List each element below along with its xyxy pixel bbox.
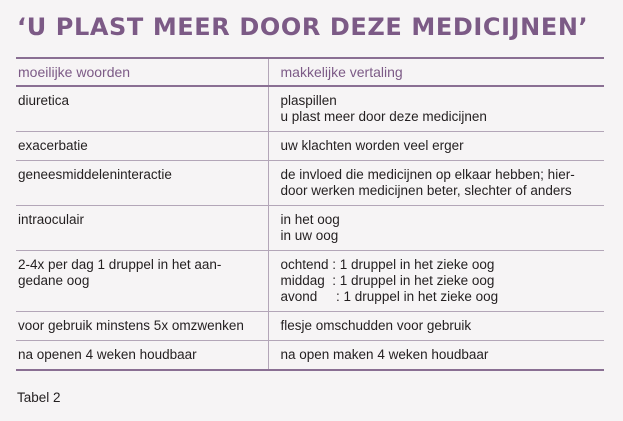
translation-line: in het oog [280,212,340,227]
term-line: na openen 4 weken houdbaar [18,347,197,362]
translation-line: na open maken 4 weken houdbaar [280,347,489,362]
translation-line: door werken medicijnen beter, slechter of anders [280,183,572,198]
term-cell [16,161,268,206]
term-cell [16,251,268,312]
term-cell [16,312,268,341]
term-cell [16,341,268,371]
translation-line: middag : 1 druppel in het zieke oog [280,273,495,288]
translation-cell [268,86,604,132]
table-caption: Tabel 2 [17,390,61,405]
table-row [16,161,604,206]
table-row [16,251,604,312]
table-row [16,341,604,371]
table-row [16,132,604,161]
term-cell [16,206,268,251]
translation-line: ochtend : 1 druppel in het zieke oog [280,257,495,272]
translation-line: de invloed die medicijnen op elkaar hebben; hier- [280,167,575,182]
translation-cell [268,132,604,161]
translation-cell [268,161,604,206]
translation-line: uw klachten worden veel erger [280,138,464,153]
term-line: intraoculair [18,212,85,227]
term-line: geneesmiddeleninteractie [18,167,172,182]
translation-line: flesje omschudden voor gebruik [280,318,472,333]
table-header-row [16,58,604,86]
table-row [16,206,604,251]
term-cell [16,86,268,132]
translation-line: avond : 1 druppel in het zieke oog [280,289,499,304]
term-line: 2-4x per dag 1 druppel in het aan- [18,257,222,272]
column-header-difficult-words: moeilijke woorden [18,64,131,80]
vocabulary-table-container [16,57,604,371]
translation-cell [268,206,604,251]
translation-line: in uw oog [280,228,339,243]
translation-line: plaspillen [280,93,337,108]
translation-cell [268,312,604,341]
term-line: exacerbatie [18,138,88,153]
vocabulary-table [16,57,604,371]
table-row [16,312,604,341]
page-title: ‘U PLAST MEER DOOR DEZE MEDICIJNEN’ [17,13,589,41]
column-header-easy-translation: makkelijke vertaling [268,58,604,86]
table-row [16,86,604,132]
term-line: diuretica [18,93,70,108]
term-cell [16,132,268,161]
term-line: voor gebruik minstens 5x omzwenken [18,318,244,333]
translation-cell [268,251,604,312]
translation-cell [268,341,604,371]
term-line: gedane oog [18,273,90,288]
translation-line: u plast meer door deze medicijnen [280,109,487,124]
